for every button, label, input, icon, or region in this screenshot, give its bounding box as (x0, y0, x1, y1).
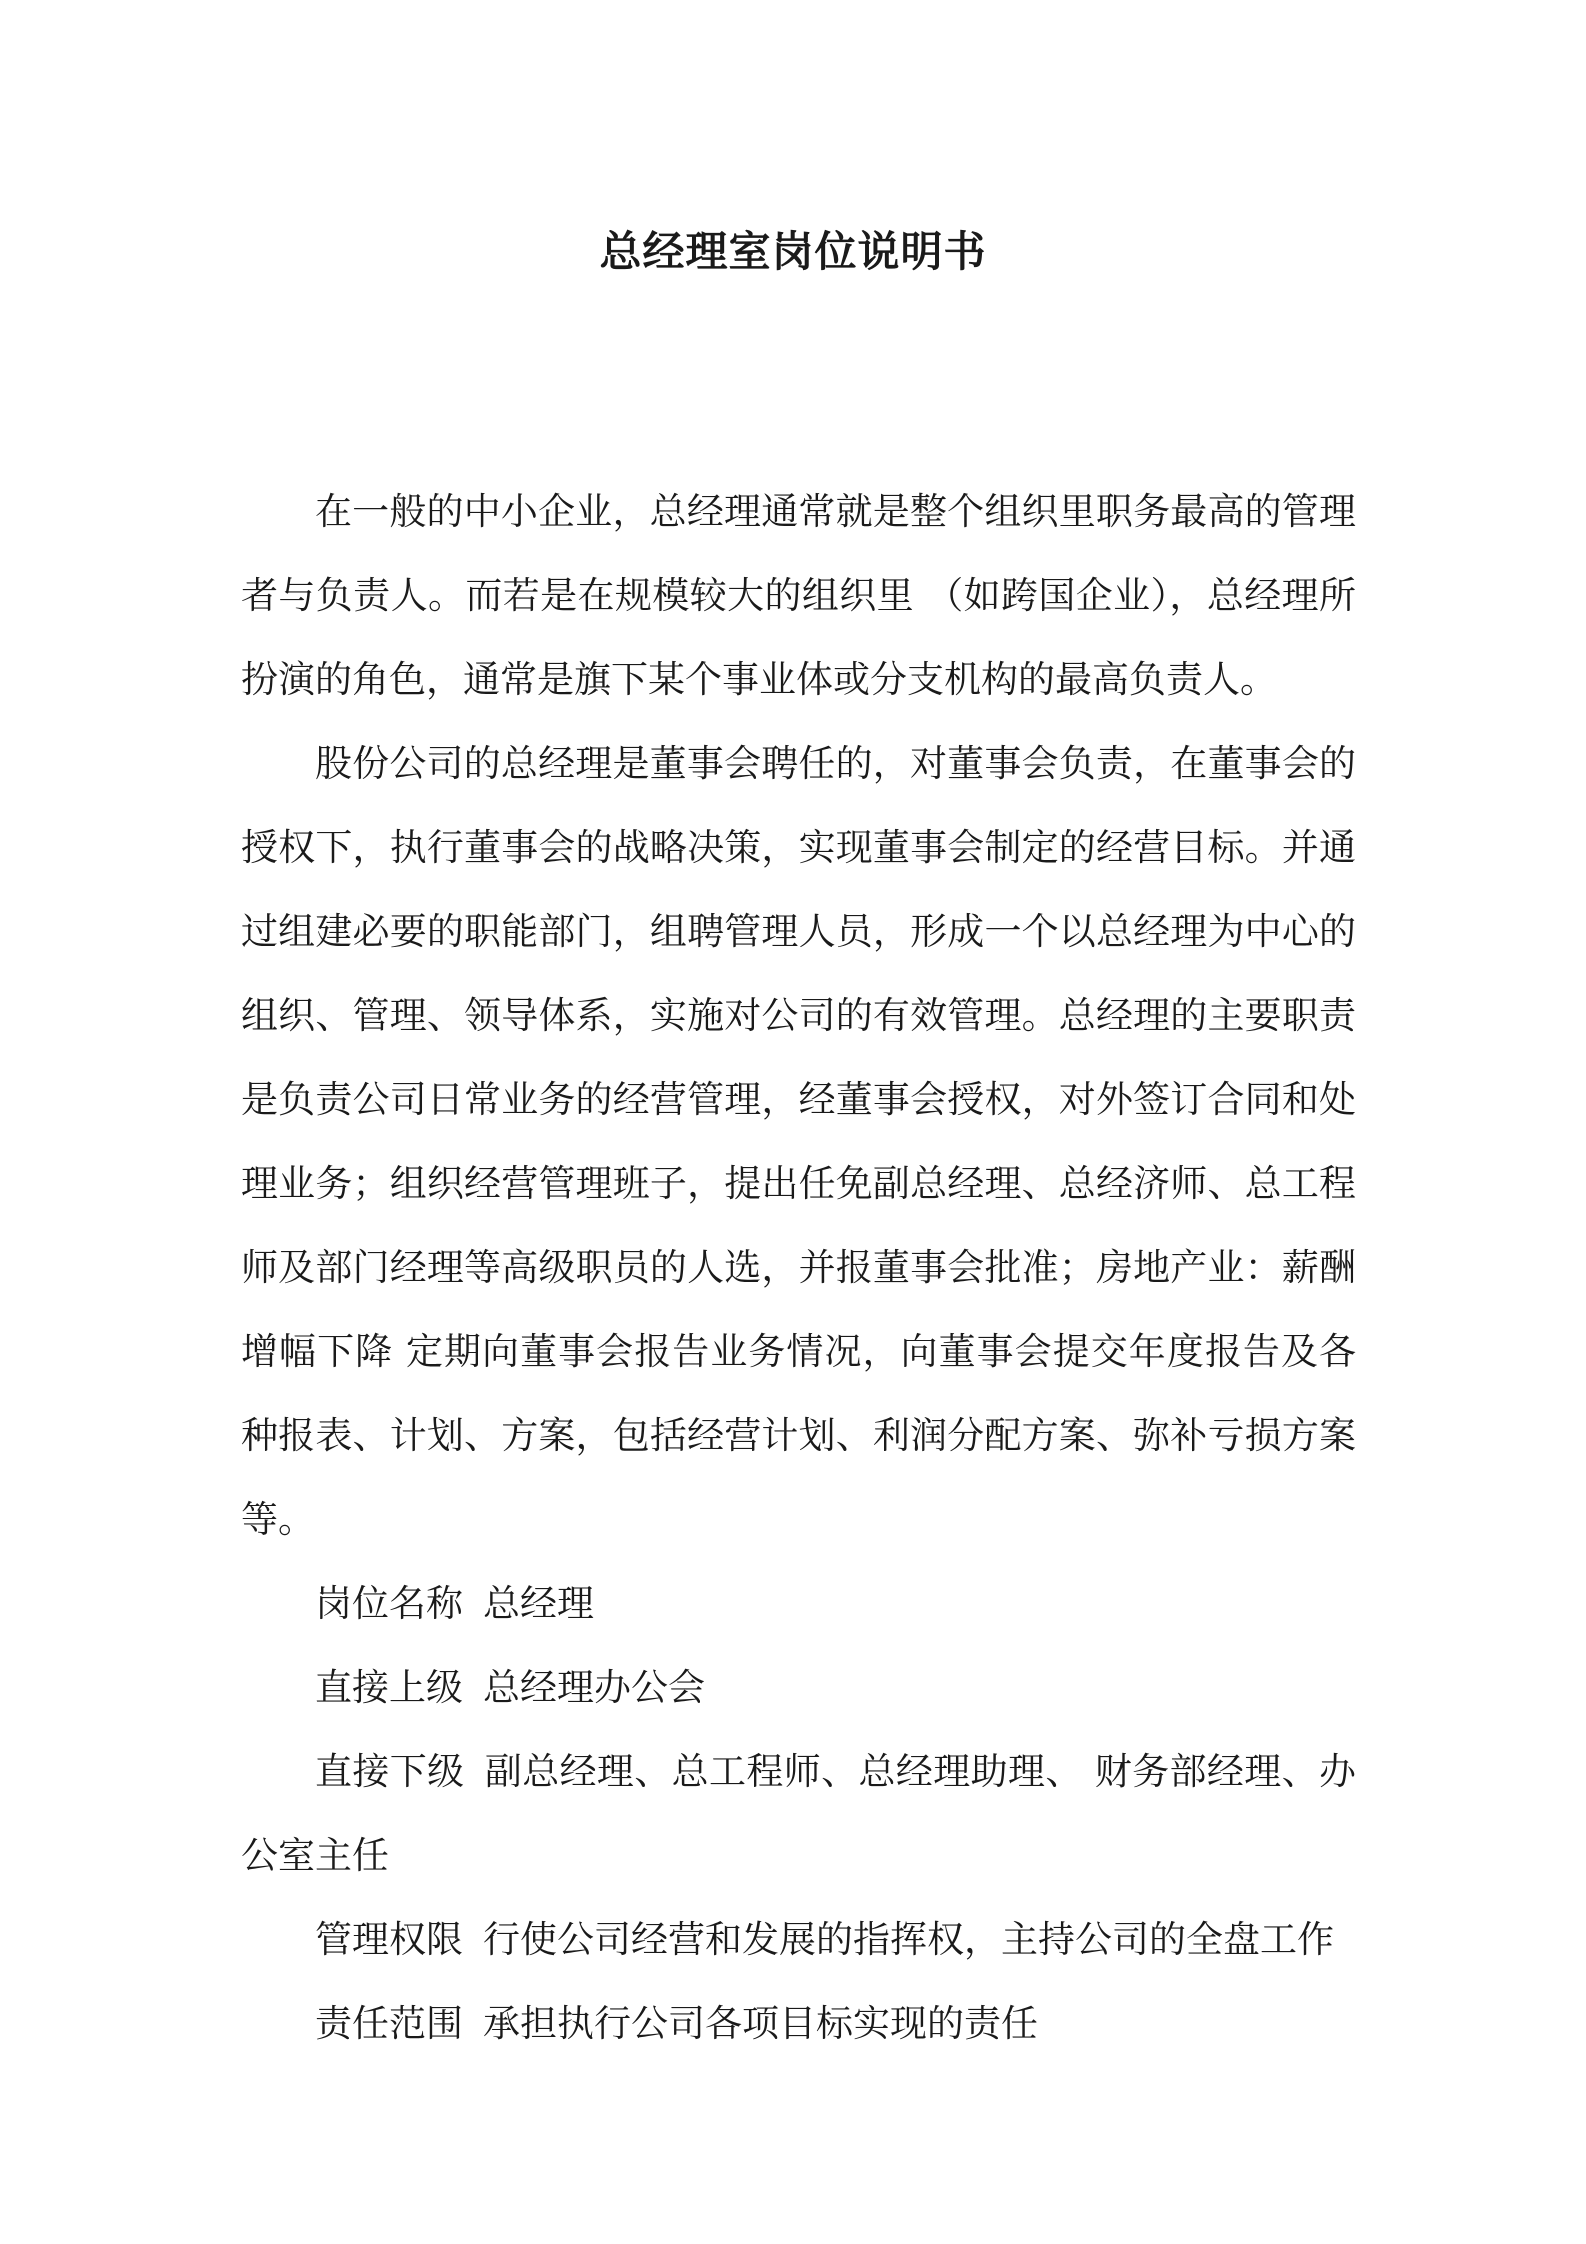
field-value: 行使公司经营和发展的指挥权，主持公司的全盘工作 (483, 1918, 1334, 1961)
field-management-authority (241, 1898, 1356, 1982)
field-position-name (241, 1562, 1356, 1646)
document-title: 总经理室岗位说明书 (599, 227, 987, 276)
field-value: 副总经理、总工程师、总经理助理、 财务部经理、办公室主任 (241, 1750, 1357, 1877)
intro-paragraph: 在一般的中小企业，总经理通常就是整个组织里职务最高的管理者与负责人。而若是在规模较大的组织里 （如跨国企业），总经理所扮演的角色，通常是旗下某个事业体或分支机构的最高负责人。 (241, 490, 1356, 701)
field-value: 承担执行公司各项目标实现的责任 (483, 2002, 1038, 2045)
field-label: 直接下级 (315, 1750, 465, 1793)
field-value: 总经理 (483, 1582, 594, 1625)
field-label: 责任范围 (315, 2002, 463, 2045)
field-value: 总经理办公会 (483, 1666, 705, 1709)
document-body (241, 470, 1356, 2066)
field-responsibility-scope (241, 1982, 1356, 2066)
field-direct-subordinates (241, 1730, 1356, 1898)
field-label: 直接上级 (315, 1666, 463, 1709)
field-direct-superior (241, 1646, 1356, 1730)
field-label: 管理权限 (315, 1918, 463, 1961)
duties-paragraph: 股份公司的总经理是董事会聘任的，对董事会负责，在董事会的授权下，执行董事会的战略决策，实现董事会制定的经营目标。并通过组建必要的职能部门，组聘管理人员，形成一个以总经理为中心的组织、管理、领导体系，实施对公司的有效管理。总经理的主要职责是负责公司日常业务的经营管理，经董事会授权，对外签订合同和处理业务；组织经营管理班子，提出任免副总经理、总经济师、总工程师及部门经理等高级职员的人选，并报董事会批准；房地产业：薪酬增幅下降 定期向董事会报告业务情况，向董事会提交年度报告及各种报表、计划、方案，包括经营计划、利润分配方案、弥补亏损方案等。 (241, 742, 1356, 1541)
field-label: 岗位名称 (315, 1582, 463, 1625)
